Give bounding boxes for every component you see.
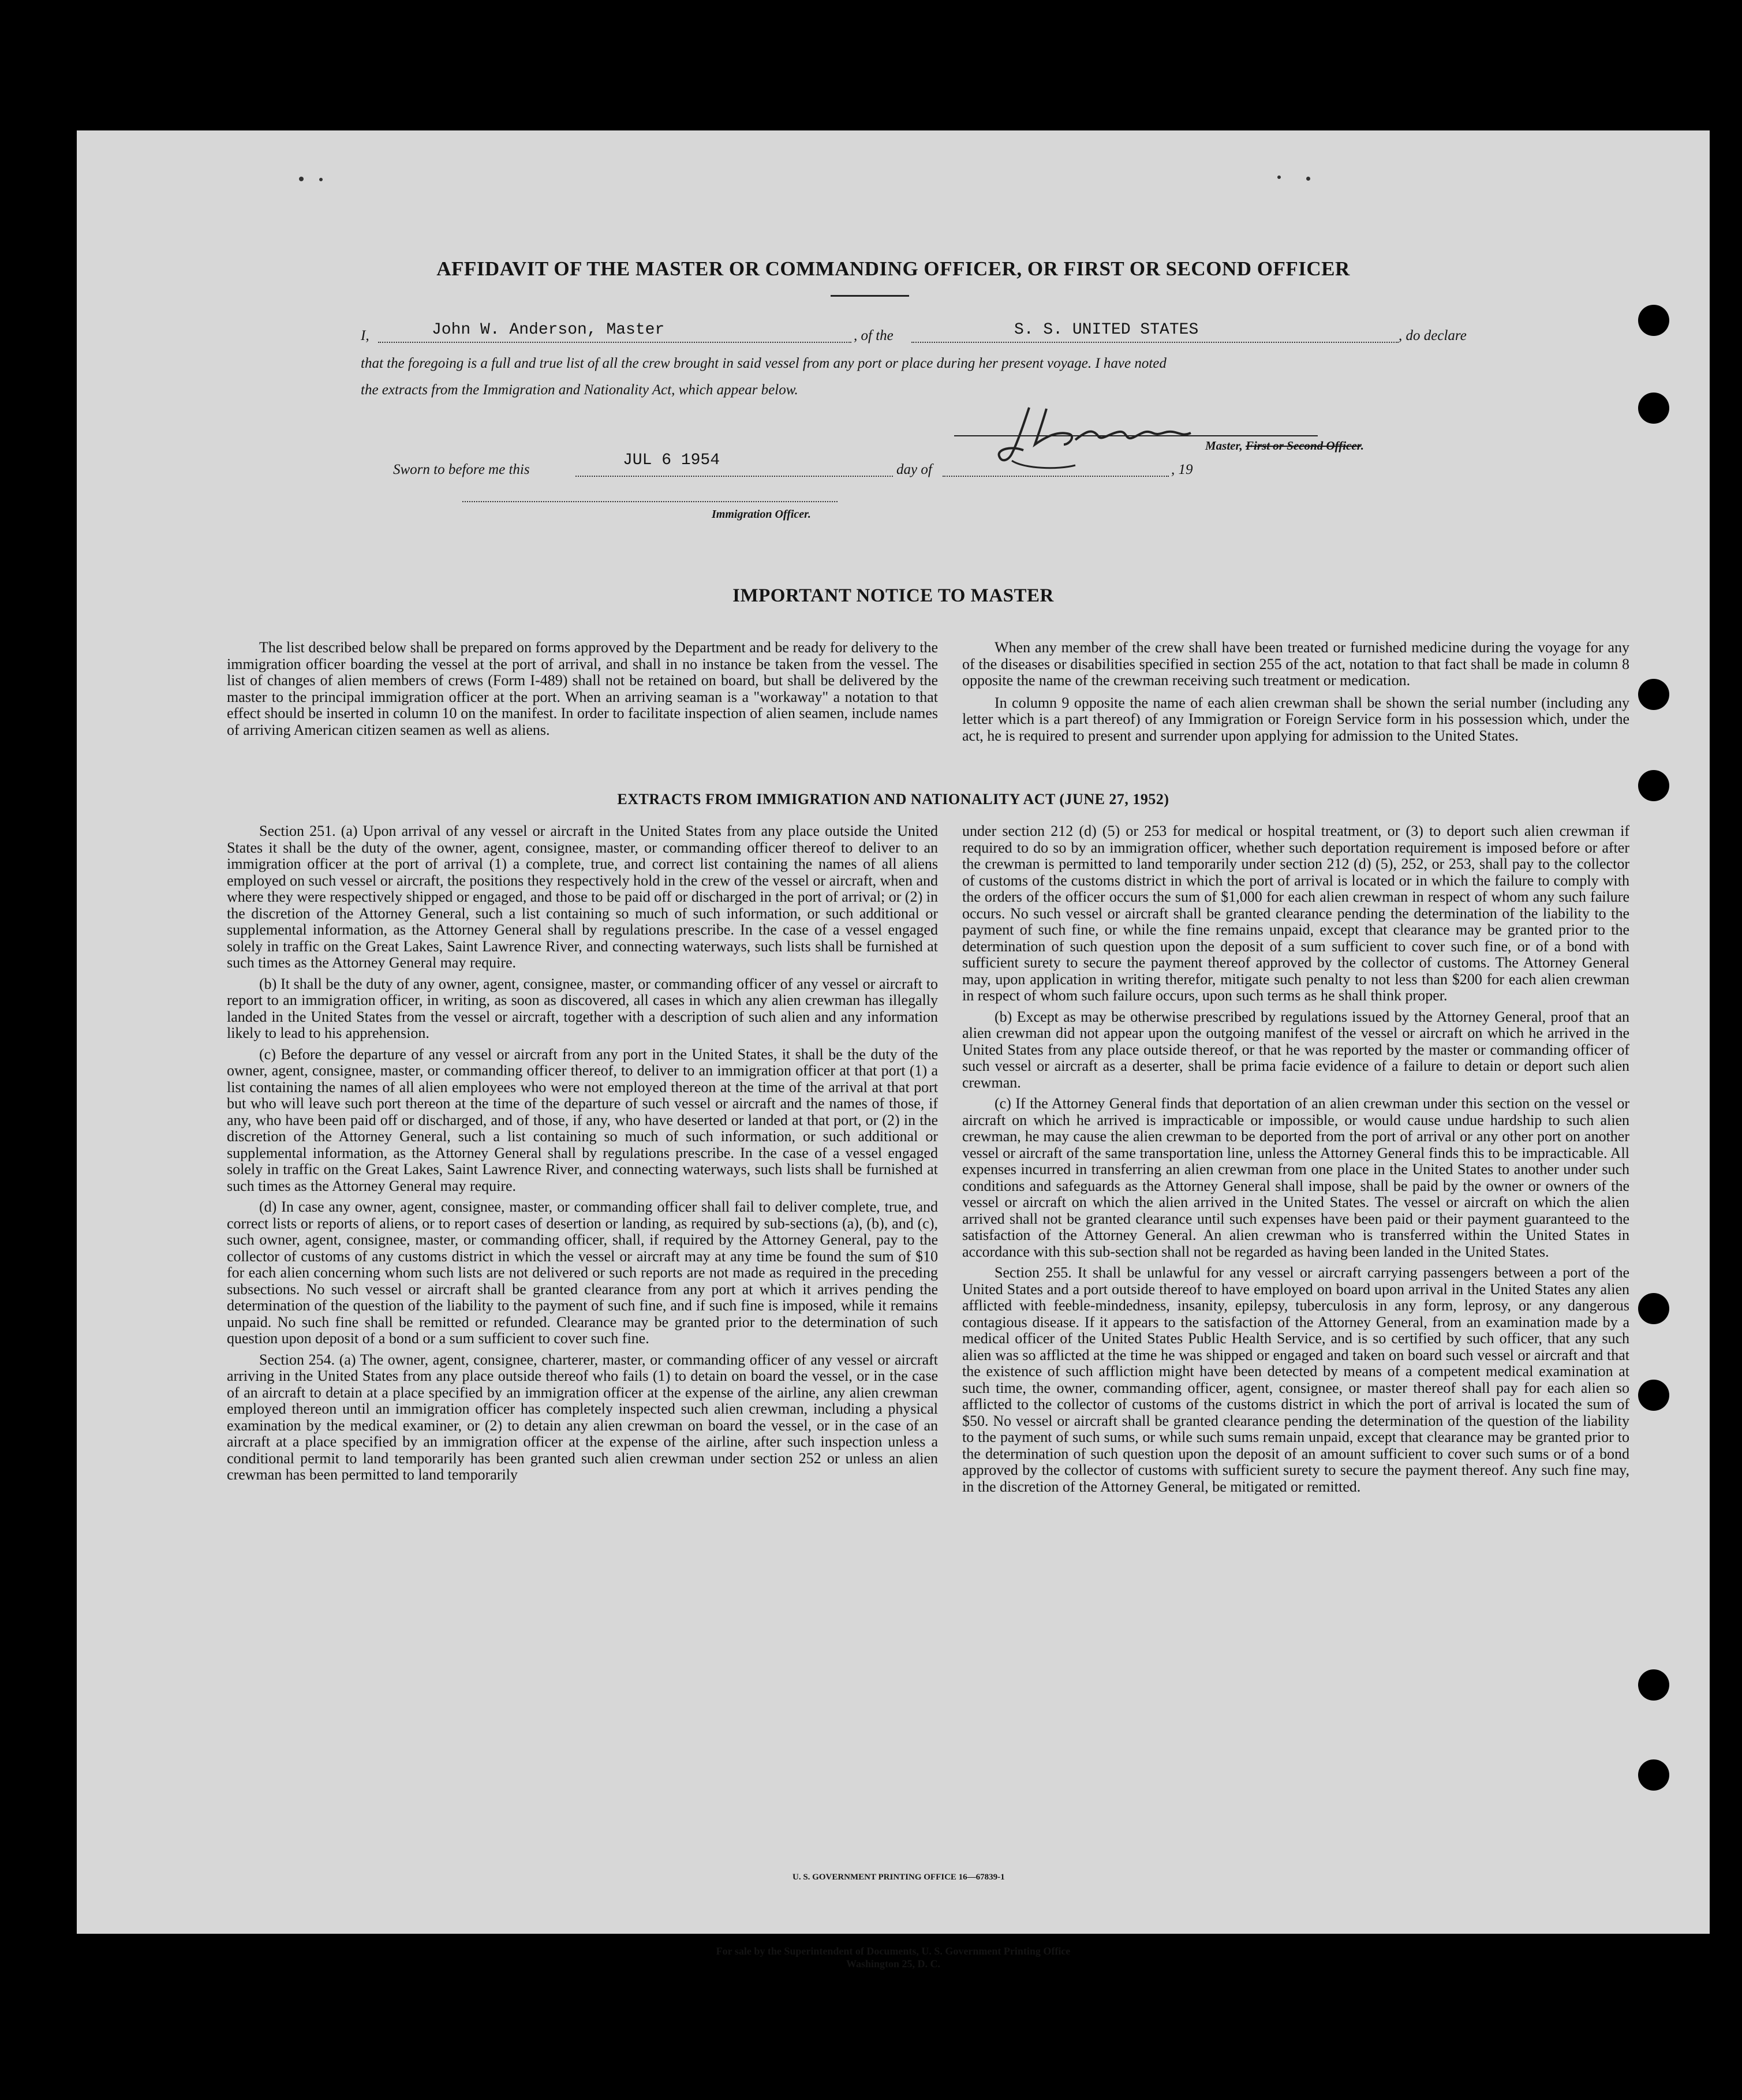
notice-left-column <box>227 640 938 738</box>
punch-hole <box>1638 770 1669 801</box>
section-254-b: (b) Except as may be otherwise prescribed by regulations issued by the Attorney General, proof that an alien crewman did not appear upon the outgoing manifest of the vessel or aircraft on which he arrived in the United States from any place outside thereof, or that he was reported by the master or commanding officer of such vessel or aircraft as a deserter, shall be prima facie evidence of a failure to detain or deport such alien crewman. <box>962 1008 1629 1091</box>
section-251-a: Section 251. (a) Upon arrival of any vessel or aircraft in the United States from any place outside the United States it shall be the duty of the owner, agent, consignee, master, or commanding officer thereof to deliver to an immigration officer at the port of arrival (1) a complete, true, and correct list containing the names of all aliens employed on such vessel or aircraft, the positions they respectively hold in the crew of the vessel or aircraft, when and where they were respectively shipped or engaged, and those to be paid off or discharged in the port of arrival; or (2) in the discretion of the Attorney General, such a list containing so much of such information, or such additional or supplemental information, as the Attorney General shall by regulations prescribe. In the case of a vessel engaged solely in traffic on the Great Lakes, Saint Lawrence River, and connecting waterways, such lists shall be furnished at such times as the Attorney General may require. <box>227 823 938 971</box>
speck <box>1306 177 1310 181</box>
notice-right-column <box>962 640 1629 744</box>
statement-line-1: that the foregoing is a full and true list of all the crew brought in said vessel from any port or place during her present voyage. I have noted <box>361 356 1167 371</box>
vessel-name: S. S. UNITED STATES <box>1014 321 1199 339</box>
master-caption-struck: First or Second Officer <box>1246 439 1361 453</box>
punch-hole <box>1638 1669 1669 1701</box>
month-line <box>943 458 1169 477</box>
extracts-left-column <box>227 823 938 1484</box>
do-declare-label: , do declare <box>1399 328 1467 343</box>
section-254-a-continued: under section 212 (d) (5) or 253 for medical or hospital treatment, or (3) to deport such alien crewman if required to do so by an immigration officer, whether such deportation requirement is imposed before or after the crewman is permitted to land temporarily under section 212 (d) (5), 252, or 253, shall pay to the collector of customs of the customs district in which the port of arrival is located or in which the failure to comply with the orders of the officer occurs the sum of $1,000 for each alien crewman in respect of whom any such failure occurs. No such vessel or aircraft shall be granted clearance pending the determination of the liability to the payment of such fine, or while the fine remains unpaid, except that clearance may be granted prior to the determination of such question upon the deposit of a sum sufficient to cover such fine, or of a bond with sufficient surety to secure the payment thereof approved by the collector of customs. The Attorney General may, upon application in writing therefor, mitigate such penalty to not less than $200 for each alien crewman in respect of whom such failure occurs, upon such terms as he shall think proper. <box>962 823 1629 1004</box>
year-prefix: , 19 <box>1171 462 1193 477</box>
master-caption-prefix: Master, <box>1205 439 1246 453</box>
sworn-label: Sworn to before me this <box>393 462 530 477</box>
notice-left-paragraph: The list described below shall be prepared on forms approved by the Department and be ready for delivery to the immigration officer boarding the vessel at the port of arrival, and shall in no instance be taken from the vessel. The list of changes of alien members of crews (Form I-489) shall not be retained on board, but shall be delivered by the master to the principal immigration officer at the port. When an arriving seaman is a "workaway" a notation to that effect should be inserted in column 10 on the manifest. In order to facilitate inspection of alien seamen, include names of arriving American citizen seamen as well as aliens. <box>227 639 938 738</box>
notice-title: IMPORTANT NOTICE TO MASTER <box>732 585 1054 606</box>
document-page <box>77 130 1710 1970</box>
day-of-label: day of <box>896 462 932 477</box>
section-251-b: (b) It shall be the duty of any owner, agent, consignee, master, or commanding officer of any vessel or aircraft to report to an immigration officer, in writing, as soon as discovered, all cases in which any alien crewman has illegally landed in the United States from the vessel or aircraft, together with a description of such alien and any information likely to lead to his apprehension. <box>227 975 938 1041</box>
notice-right-paragraph-1: When any member of the crew shall have been treated or furnished medicine during the voyage for any of the diseases or disabilities specified in section 255 of the act, notation to that fact shall be made in column 8 opposite the name of the crewman receiving such treatment or medication. <box>962 639 1629 689</box>
of-the-label: , of the <box>854 328 894 343</box>
section-251-c: (c) Before the departure of any vessel or aircraft from any port in the United States, it shall be the duty of the owner, agent, consignee, master, or commanding officer thereof, to deliver to an immigration officer at that port (1) a list containing the names of all alien employees who were not employed thereon at the time of the arrival at that port but who will leave such port thereon at the time of the departure of such vessel or aircraft and the names of those, if any, who have been paid off or discharged, and of those, if any, who have deserted or landed at that port, or (2) in the discretion of the Attorney General, such a list containing so much of such information, or such additional or supplemental information, as the Attorney General shall by regulations prescribe. In the case of a vessel engaged solely in traffic on the Great Lakes, Saint Lawrence River, and connecting waterways, such lists shall be furnished at such times as the Attorney General may require. <box>227 1045 938 1194</box>
sworn-date: JUL 6 1954 <box>623 451 720 469</box>
master-name: John W. Anderson, Master <box>432 321 665 339</box>
speck <box>1277 175 1281 179</box>
immigration-officer-label: Immigration Officer. <box>712 508 811 521</box>
punch-hole <box>1638 393 1669 424</box>
title-divider <box>831 295 909 297</box>
master-caption-suffix: . <box>1360 439 1364 453</box>
notice-right-paragraph-2: In column 9 opposite the name of each alien crewman shall be shown the serial number (including any letter which is a part thereof) of any Immigration or Foreign Service form in his possession which, under the act, he is required to present and surrender upon applying for admission to the United States. <box>962 694 1629 744</box>
i-label: I, <box>361 328 369 343</box>
master-caption <box>1205 439 1364 453</box>
affidavit-title: AFFIDAVIT OF THE MASTER OR COMMANDING OFFICER, OR FIRST OR SECOND OFFICER <box>436 257 1350 280</box>
section-255: Section 255. It shall be unlawful for any vessel or aircraft carrying passengers between a port of the United States and a port outside thereof to have employed on board upon arrival in the United States any alien afflicted with feeble-mindedness, insanity, epilepsy, tuberculosis in any form, leprosy, or any dangerous contagious disease. If it appears to the satisfaction of the Attorney General, from an examination made by a medical officer of the United States Public Health Service, and is so certified by such officer, that any such alien was so afflicted at the time he was shipped or engaged and taken on board such vessel or aircraft and that the existence of such affliction might have been detected by means of a competent medical examination at such time, the owner, commanding officer, agent, consignee, or master thereof shall pay for each alien so afflicted to the collector of customs of the customs district in which the port of arrival is located the sum of $50. No vessel or aircraft shall be granted clearance pending the determination of the question of the liability to the payment of such sums, or while such sums remain unpaid, except that clearance may be granted prior to the determination of such question upon the deposit of an amount sufficient to cover such sums or of a bond approved by the collector of customs with sufficient surety to secure the payment thereof. Any such fine may, in the discretion of the Attorney General, be mitigated or remitted. <box>962 1264 1629 1495</box>
punch-hole <box>1638 1293 1669 1324</box>
extracts-right-column <box>962 823 1629 1495</box>
sale-line-1: For sale by the Superintendent of Documents, U. S. Government Printing Office <box>716 1945 1071 1957</box>
signature-line <box>954 435 1318 436</box>
speck <box>299 177 304 181</box>
extracts-title: EXTRACTS FROM IMMIGRATION AND NATIONALITY ACT (JUNE 27, 1952) <box>617 791 1169 808</box>
punch-hole <box>1638 305 1669 336</box>
punch-hole <box>1638 1380 1669 1411</box>
section-251-d: (d) In case any owner, agent, consignee, master, or commanding officer shall fail to deliver complete, true, and correct lists or reports of aliens, or to report cases of desertion or landing, as required by sub-sections (a), (b), and (c), such owner, agent, consignee, master, or commanding officer, shall, if required by the Attorney General, pay to the collector of customs of any customs district in which the vessel or aircraft may at any time be found the sum of $10 for each alien concerning whom such lists are not delivered or such reports are not made as required in the preceding subsections. No such vessel or aircraft shall be granted clearance from any port at which it arrives pending the determination of the question of the liability to the payment of such fine, and if such fine is imposed, while it remains unpaid. No such fine shall be remitted or refunded. Clearance may be granted prior to the determination of such question upon deposit of a bond or a sum sufficient to cover such fine. <box>227 1198 938 1347</box>
speck <box>319 178 323 181</box>
immigration-officer-line <box>462 498 838 502</box>
sale-line-2: Washington 25, D. C. <box>846 1958 941 1970</box>
section-254-c: (c) If the Attorney General finds that deportation of an alien crewman under this section on the vessel or aircraft on which he arrived is impracticable or impossible, or would cause undue hardship to such alien crewman, he may cause the alien crewman to be deported from the port of arrival or any other port on another vessel or aircraft of the same transportation line, unless the Attorney General finds this to be impracticable. All expenses incurred in transferring an alien crewman from one place in the United States to another under such conditions and safeguards as the Attorney General shall impose, shall be paid by the owner or owners of the vessel or aircraft on which the alien arrived in the United States. The vessel or aircraft on which the alien arrived shall not be granted clearance until such expenses have been paid or their payment guaranteed to the satisfaction of the Attorney General. An alien crewman who is transferred within the United States in accordance with this sub-section shall not be regarded as having been landed in the United States. <box>962 1095 1629 1260</box>
statement-line-2: the extracts from the Immigration and Nationality Act, which appear below. <box>361 382 798 398</box>
printing-office-note: U. S. GOVERNMENT PRINTING OFFICE 16—67839-1 <box>793 1873 1005 1882</box>
punch-hole <box>1638 679 1669 710</box>
punch-hole <box>1638 1759 1669 1791</box>
section-254-a: Section 254. (a) The owner, agent, consignee, charterer, master, or commanding officer of any vessel or aircraft arriving in the United States from any place outside thereof who fails (1) to detain on board the vessel, or in the case of an aircraft to detain at a place specified by an immigration officer at the expense of the airline, any alien crewman employed thereon until an immigration officer has completely inspected such alien crewman, including a physical examination by the medical examiner, or (2) to detain any alien crewman on board the vessel, or in the case of an aircraft at a place specified by an immigration officer at the expense of the airline, after such inspection unless a conditional permit to land temporarily has been granted such alien crewman under section 252 or unless an alien crewman has been permitted to land temporarily <box>227 1351 938 1483</box>
